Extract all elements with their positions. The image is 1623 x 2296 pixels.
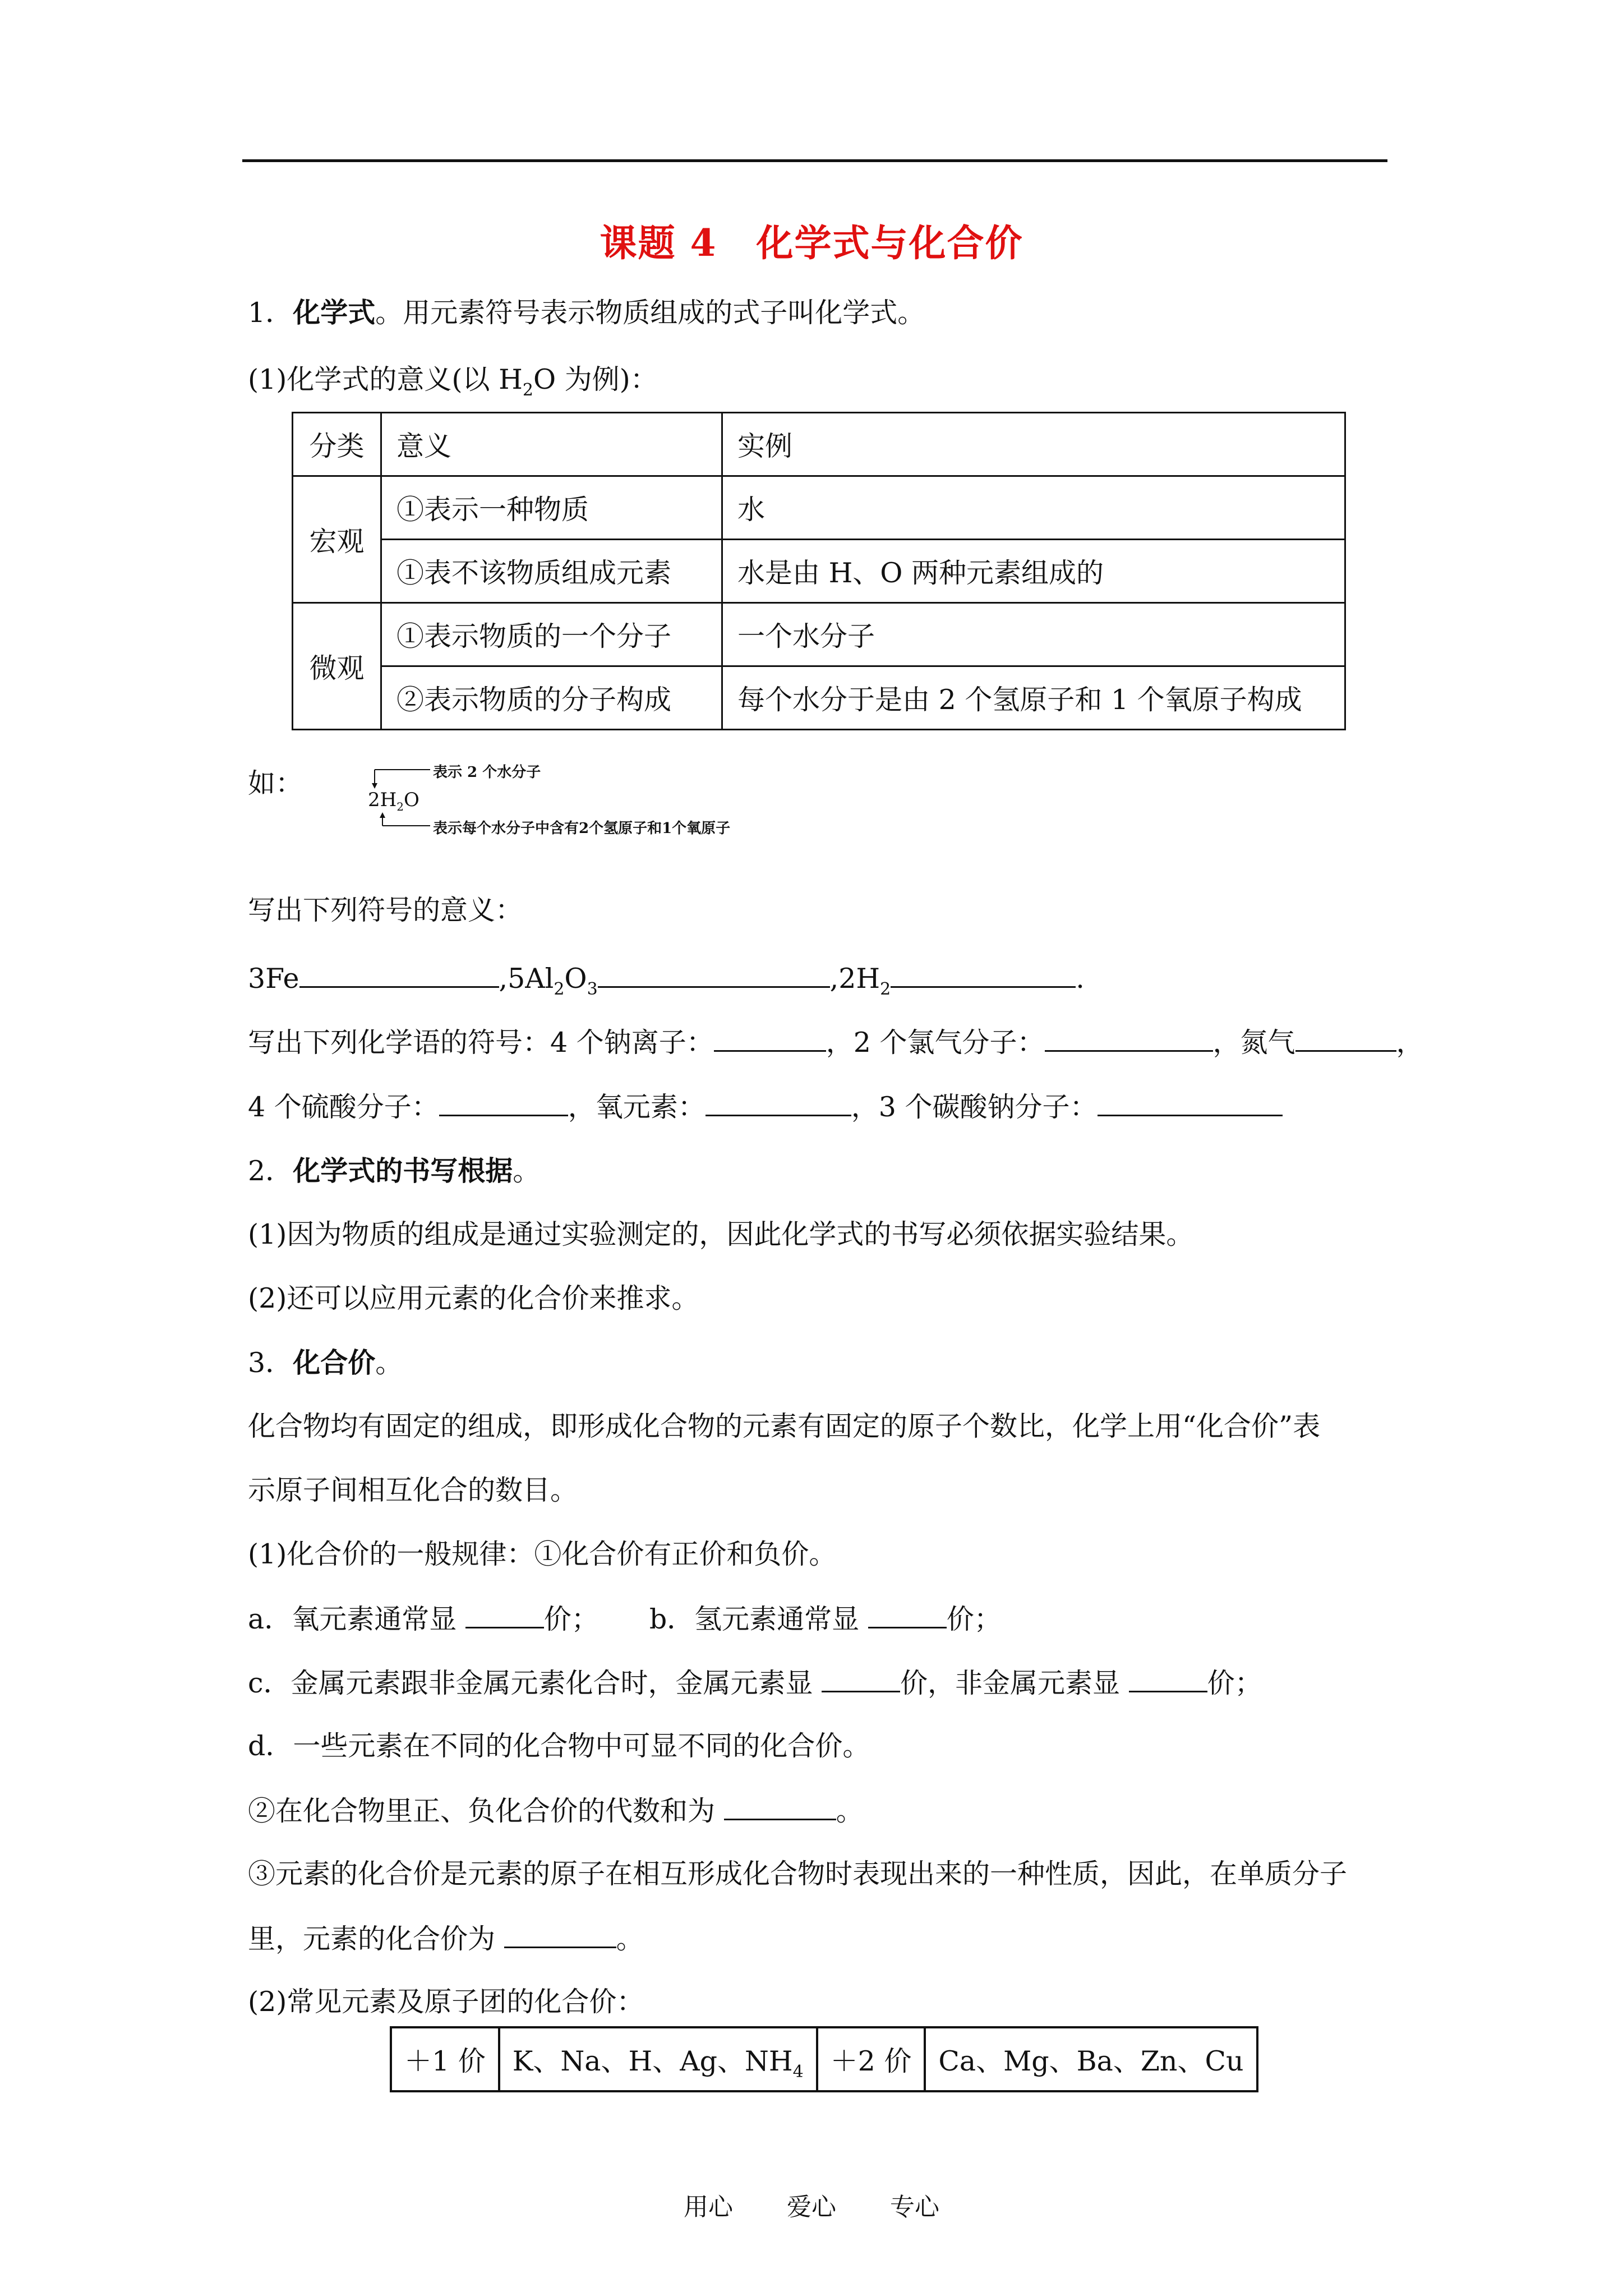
elements-cell: K、Na、H、Ag、$NH_4$ bbox=[499, 2027, 817, 2091]
valence-rule-a-b: a．氧元素通常显 价； b．氢元素通常显 价； bbox=[248, 1599, 1002, 1639]
section-1-heading: 1．化学式。用元素符号表示物质组成的式子叫化学式。 bbox=[248, 296, 925, 329]
meaning-cell: ①表示物质的一个分子 bbox=[381, 603, 722, 666]
header-cell: 分类 bbox=[293, 413, 381, 476]
page-title bbox=[0, 213, 1623, 266]
table-row bbox=[293, 666, 1345, 730]
answer-blank[interactable] bbox=[891, 958, 1076, 988]
answer-blank[interactable] bbox=[598, 958, 830, 988]
answer-blank[interactable] bbox=[439, 1087, 568, 1116]
example-cell: 水是由 H、O 两种元素组成的 bbox=[722, 540, 1345, 603]
section-2-2: (2)还可以应用元素的化合价来推求。 bbox=[248, 1282, 699, 1314]
table-row bbox=[293, 540, 1345, 603]
question-write-meaning: 写出下列符号的意义： bbox=[248, 894, 523, 926]
table-row bbox=[293, 603, 1345, 666]
meaning-cell: ①表示一种物质 bbox=[381, 476, 722, 540]
valence-rule-d: d．一些元素在不同的化合物中可显不同的化合价。 bbox=[248, 1730, 870, 1762]
valence-rule-3-line-2: 里，元素的化合价为 。 bbox=[248, 1918, 644, 1959]
section-3-heading: 3．化合价。 bbox=[248, 1346, 403, 1379]
section-3-paragraph-line-1: 化合物均有固定的组成，即形成化合物的元素有固定的原子个数比，化学上用“化合价”表 bbox=[248, 1410, 1321, 1442]
valence-rule-3-line-1: ③元素的化合价是元素的原子在相互形成化合物时表现出来的一种性质，因此，在单质分子 bbox=[248, 1858, 1348, 1890]
section-3-2-heading: (2)常见元素及原子团的化合价： bbox=[248, 1986, 644, 2018]
table-header-row bbox=[293, 413, 1345, 476]
example-cell: 每个水分于是由 2 个氢原子和 1 个氧原子构成 bbox=[722, 666, 1345, 730]
answer-blank[interactable] bbox=[822, 1663, 900, 1692]
section-2-1: (1)因为物质的组成是通过实验测定的，因此化学式的书写必须依据实验结果。 bbox=[248, 1218, 1194, 1250]
meaning-cell: ②表示物质的分子构成 bbox=[381, 666, 722, 730]
note-molecule-count: 表示 2 个水分子 bbox=[433, 764, 541, 781]
answer-blank[interactable] bbox=[465, 1599, 544, 1628]
title-number: 课题 4 bbox=[600, 221, 717, 265]
answer-blank[interactable] bbox=[724, 1791, 836, 1820]
formula-2h2o: $2H_2O$ bbox=[368, 789, 419, 813]
answer-blank[interactable] bbox=[504, 1918, 616, 1948]
question-symbol-items: 3Fe $,5Al_2O_3$ $,2H_2$ . bbox=[248, 958, 1085, 999]
common-valence-table bbox=[390, 2026, 1258, 2092]
answer-blank[interactable] bbox=[299, 958, 499, 988]
example-cell: 一个水分子 bbox=[722, 603, 1345, 666]
meaning-cell: ①表不该物质组成元素 bbox=[381, 540, 722, 603]
section-1-1: (1)化学式的意义(以 $H_2O$ 为例)： bbox=[248, 364, 658, 400]
note-atom-composition: 表示每个水分子中含有2个氢原子和1个氧原子 bbox=[433, 820, 731, 837]
example-cell: 水 bbox=[722, 476, 1345, 540]
answer-blank[interactable] bbox=[1129, 1663, 1207, 1692]
valence-cell: ＋2 价 bbox=[817, 2027, 925, 2091]
answer-blank[interactable] bbox=[1098, 1087, 1283, 1116]
formula-annotation-diagram bbox=[366, 760, 826, 837]
table-row bbox=[391, 2027, 1257, 2091]
table-row bbox=[293, 476, 1345, 540]
section-3-paragraph-line-2: 示原子间相互化合的数目。 bbox=[248, 1474, 578, 1506]
category-cell-micro: 微观 bbox=[293, 603, 381, 730]
elements-cell: Ca、Mg、Ba、Zn、Cu bbox=[925, 2027, 1257, 2091]
question-write-symbols: 写出下列化学语的符号：4 个钠离子： ，2 个氯气分子： ，氮气 ， bbox=[248, 1022, 1424, 1062]
example-label: 如： bbox=[248, 767, 303, 799]
answer-blank[interactable] bbox=[1295, 1022, 1396, 1052]
answer-blank[interactable] bbox=[714, 1022, 826, 1052]
question-write-symbols-2: 4 个硫酸分子： ，氧元素： ，3 个碳酸钠分子： bbox=[248, 1087, 1283, 1127]
header-cell: 实例 bbox=[722, 413, 1345, 476]
category-cell-macro: 宏观 bbox=[293, 476, 381, 603]
valence-rule-c: c．金属元素跟非金属元素化合时，金属元素显 价，非金属元素显 价； bbox=[248, 1663, 1262, 1703]
answer-blank[interactable] bbox=[1045, 1022, 1213, 1052]
answer-blank[interactable] bbox=[868, 1599, 947, 1628]
valence-cell: ＋1 价 bbox=[391, 2027, 499, 2091]
valence-rule-2: ②在化合物里正、负化合价的代数和为 。 bbox=[248, 1791, 864, 1831]
header-rule bbox=[242, 159, 1387, 162]
header-cell: 意义 bbox=[381, 413, 722, 476]
formula-meaning-table bbox=[292, 412, 1346, 730]
section-3-1: (1)化合价的一般规律：①化合价有正价和负价。 bbox=[248, 1538, 837, 1570]
page-footer: 用心 爱心 专心 bbox=[684, 2193, 939, 2221]
title-text: 化学式与化合价 bbox=[756, 221, 1023, 265]
answer-blank[interactable] bbox=[706, 1087, 851, 1116]
section-2-heading: 2．化学式的书写根据。 bbox=[248, 1154, 541, 1187]
